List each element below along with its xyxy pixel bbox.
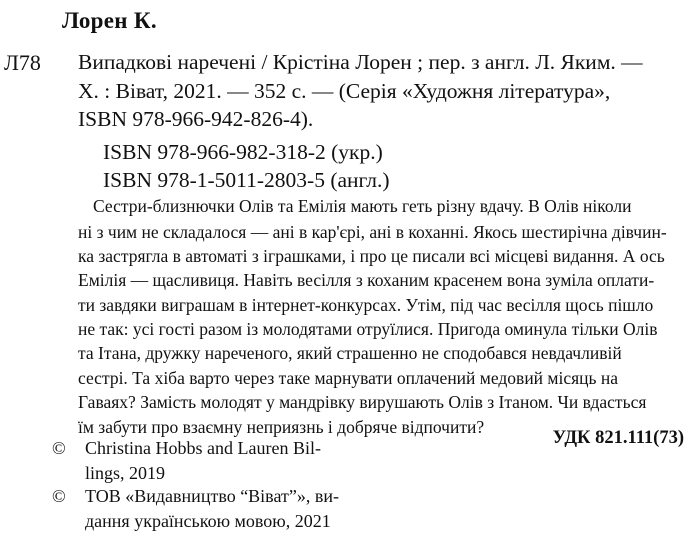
copyright-icon: ©	[52, 486, 66, 506]
udk-code: УДК 821.111(73)	[552, 428, 684, 448]
isbn-eng: ISBN 978-1-5011-2803-5 (англ.)	[103, 168, 390, 192]
catalog-line: ISBN 978-966-942-826-4).	[78, 107, 314, 131]
author-code: Л78	[4, 50, 41, 75]
catalog-line: Випадкові наречені / Крістіна Лорен ; пер. з англ. Л. Яким. —	[78, 50, 643, 74]
description-line: Сестри-близнючки Олів та Емілія мають геть різну вдачу. В Олів ніколи	[93, 196, 632, 216]
copyright-line: дання українською мовою, 2021	[85, 511, 331, 531]
copyright-line: Christina Hobbs and Lauren Bil-	[85, 438, 321, 458]
author-name: Лорен К.	[62, 8, 157, 33]
copyright-line: lings, 2019	[85, 463, 166, 483]
description-line: їм забути про взаємну неприязнь і добряче відпочити?	[78, 417, 485, 437]
description-line: сестрі. Та хіба варто через таке марнувати оплачений медовий місяць на	[78, 368, 619, 388]
copyright-icon: ©	[52, 438, 66, 458]
description-line: ти завдяки виграшам в інтернет-конкурсах. Утім, під час весілля щось пішло	[78, 295, 654, 315]
isbn-ukr: ISBN 978-966-982-318-2 (укр.)	[103, 140, 383, 164]
description-line: не так: усі гості разом із молодятами отруїлися. Пригода оминула тільки Олів	[78, 319, 658, 339]
description-line: ні з чим не складалося — ані в кар'єрі, ані в коханні. Якось шестирічна дівчин-	[78, 222, 667, 242]
description-line: та Ітана, дружку нареченого, який страшенно не сподобався невдачливій	[78, 343, 622, 363]
description-line: ка застрягла в автоматі з іграшками, і про це писали всі місцеві видання. А ось	[78, 246, 665, 266]
description-line: Гаваях? Замість молодят у мандрівку вирушають Олів з Ітаном. Чи вдасться	[78, 392, 647, 412]
copyright-line: ТОВ «Видавництво “Віват”», ви-	[85, 486, 339, 506]
description-line: Емілія — щасливиця. Навіть весілля з коханим красенем вона зуміла оплати-	[78, 270, 655, 290]
catalog-line: Х. : Віват, 2021. — 352 с. — (Серія «Художня література»,	[78, 79, 611, 103]
